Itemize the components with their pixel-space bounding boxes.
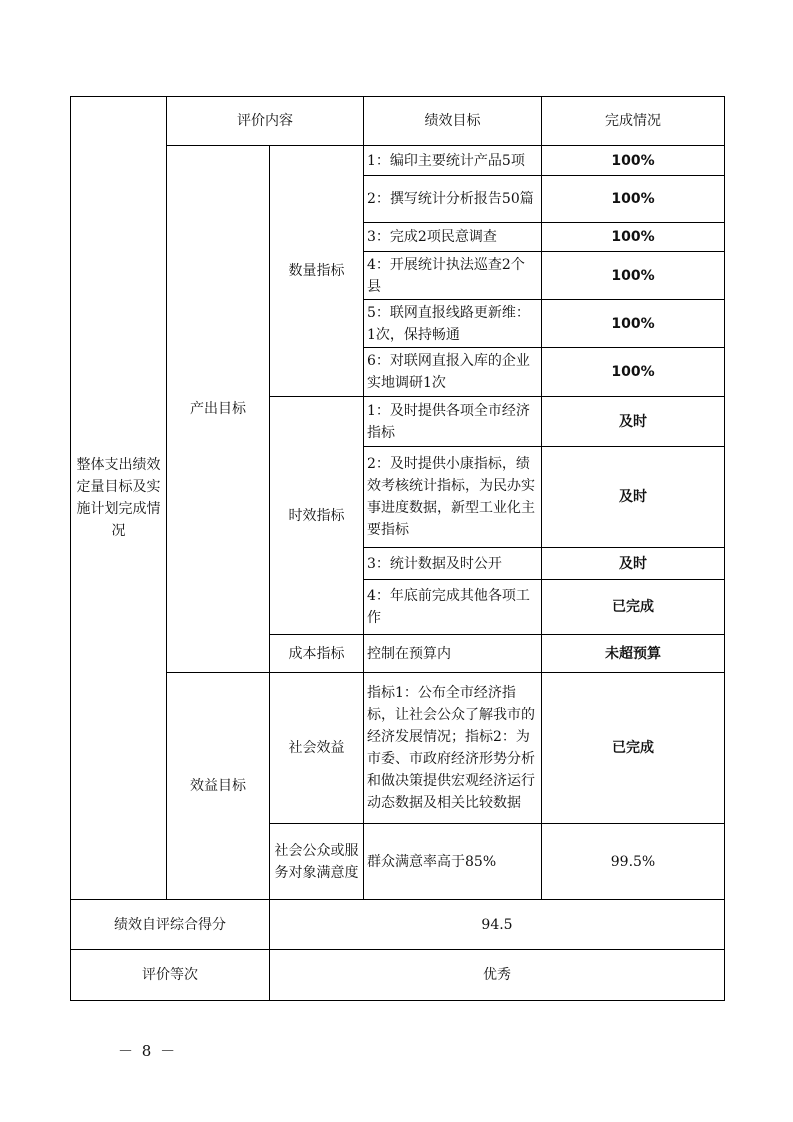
status-cell: 未超预算 [542, 635, 725, 673]
section-label: 整体支出绩效定量目标及实施计划完成情况 [71, 97, 167, 900]
status-cell: 100% [542, 300, 725, 348]
target-cell: 3：完成2项民意调查 [364, 223, 542, 252]
performance-table [70, 96, 725, 1001]
header-target: 绩效目标 [364, 97, 542, 146]
timeliness-indicator-label: 时效指标 [270, 397, 364, 635]
target-cell: 群众满意率高于85% [364, 824, 542, 900]
status-cell: 100% [542, 176, 725, 223]
status-cell: 及时 [542, 447, 725, 548]
header-content: 评价内容 [167, 97, 364, 146]
status-cell: 100% [542, 252, 725, 300]
table-row [71, 146, 725, 176]
grade-row [71, 950, 725, 1001]
status-cell: 及时 [542, 397, 725, 447]
target-cell: 5：联网直报线路更新维：1次，保持畅通 [364, 300, 542, 348]
target-cell: 1：编印主要统计产品5项 [364, 146, 542, 176]
output-group-label: 产出目标 [167, 146, 270, 673]
status-cell: 100% [542, 146, 725, 176]
target-cell: 1：及时提供各项全市经济指标 [364, 397, 542, 447]
grade-value: 优秀 [270, 950, 725, 1001]
quantity-indicator-label: 数量指标 [270, 146, 364, 397]
table-row [71, 673, 725, 824]
target-cell: 6：对联网直报入库的企业实地调研1次 [364, 348, 542, 397]
cost-indicator-label: 成本指标 [270, 635, 364, 673]
target-cell: 指标1：公布全市经济指标，让社会公众了解我市的经济发展情况；指标2：为市委、市政府经济形势分析和做决策提供宏观经济运行动态数据及相关比较数据 [364, 673, 542, 824]
header-status: 完成情况 [542, 97, 725, 146]
target-cell: 4：年底前完成其他各项工作 [364, 580, 542, 635]
header-row [71, 97, 725, 146]
status-cell: 已完成 [542, 673, 725, 824]
status-cell: 及时 [542, 548, 725, 580]
score-value: 94.5 [270, 900, 725, 950]
status-cell: 已完成 [542, 580, 725, 635]
page-number: － 8 － [118, 1042, 178, 1060]
satisfaction-label: 社会公众或服务对象满意度 [270, 824, 364, 900]
grade-label: 评价等次 [71, 950, 270, 1001]
target-cell: 控制在预算内 [364, 635, 542, 673]
target-cell: 2：及时提供小康指标，绩效考核统计指标，为民办实事进度数据，新型工业化主要指标 [364, 447, 542, 548]
status-cell: 99.5% [542, 824, 725, 900]
score-row [71, 900, 725, 950]
score-label: 绩效自评综合得分 [71, 900, 270, 950]
benefit-group-label: 效益目标 [167, 673, 270, 900]
social-benefit-label: 社会效益 [270, 673, 364, 824]
target-cell: 3：统计数据及时公开 [364, 548, 542, 580]
status-cell: 100% [542, 348, 725, 397]
target-cell: 4：开展统计执法巡查2个县 [364, 252, 542, 300]
status-cell: 100% [542, 223, 725, 252]
target-cell: 2：撰写统计分析报告50篇 [364, 176, 542, 223]
